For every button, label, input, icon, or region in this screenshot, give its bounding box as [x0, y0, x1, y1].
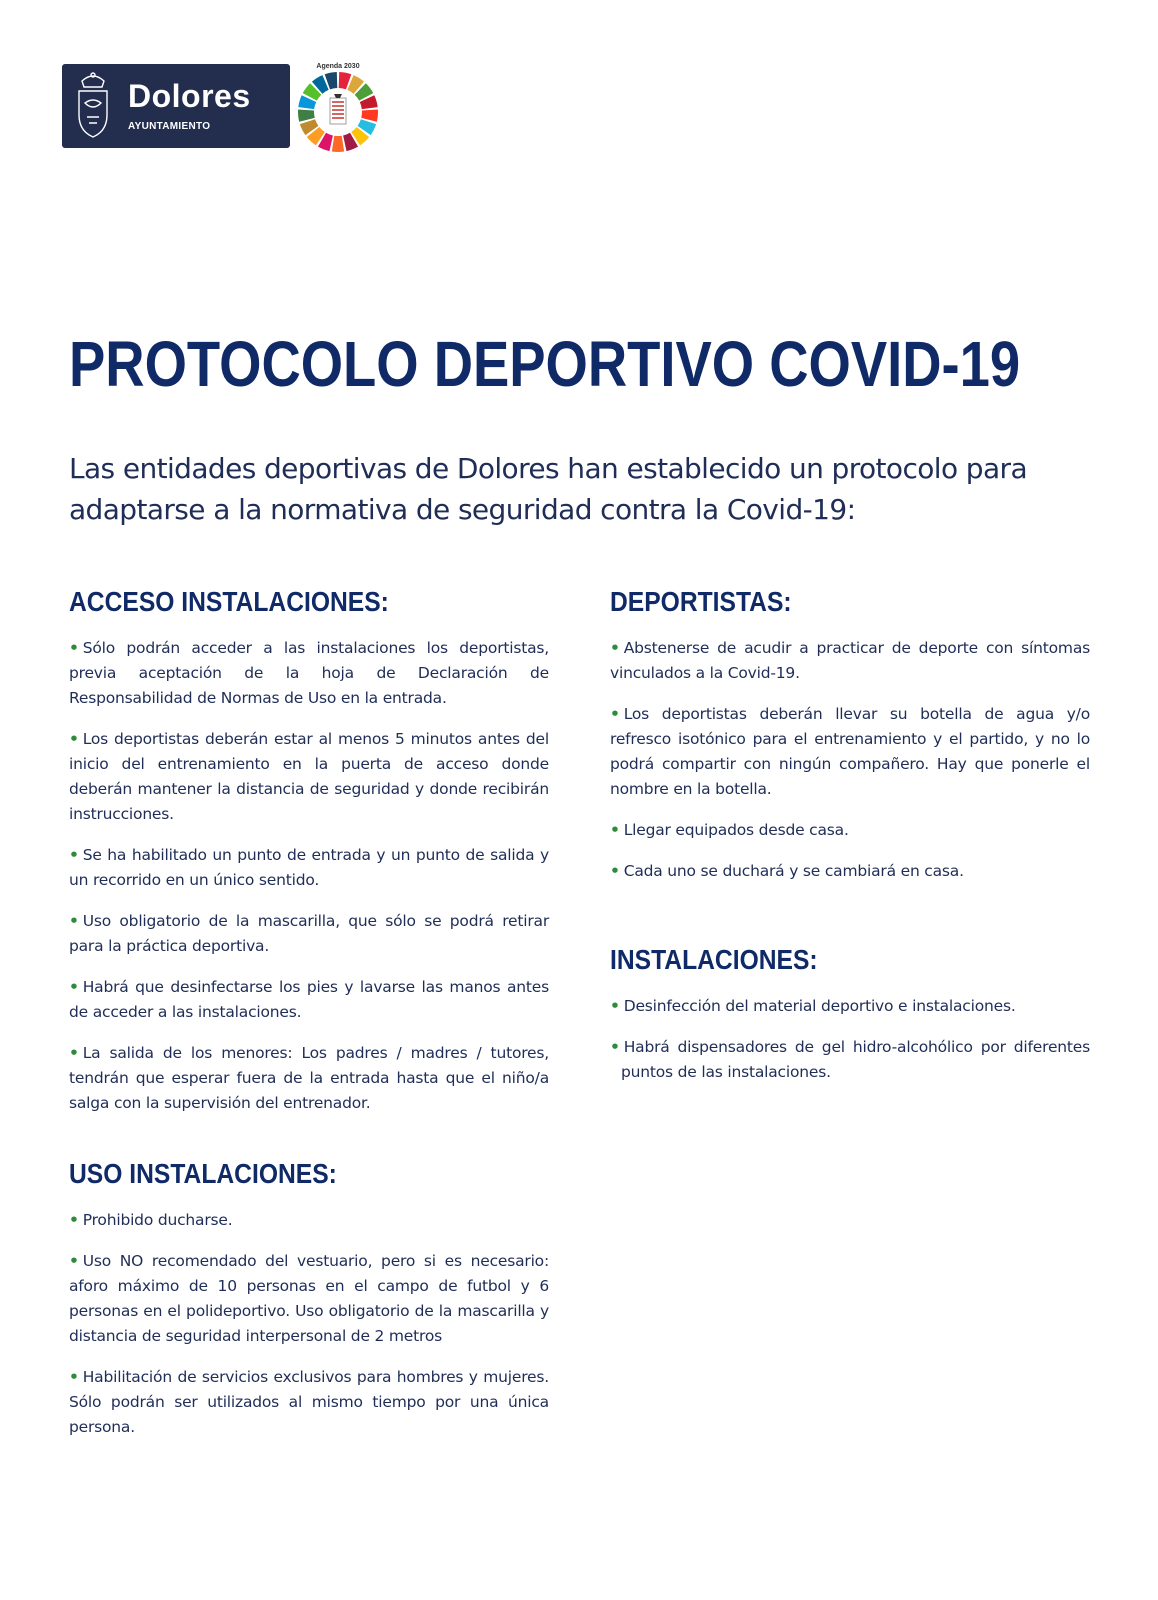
section-title-deportistas: DEPORTISTAS:	[610, 586, 792, 617]
list-item: • Habrá que desinfectarse los pies y lavarse las manos antes de acceder a las instalaciones.	[69, 978, 549, 1021]
section-title-acceso: ACCESO INSTALACIONES:	[69, 586, 389, 617]
section-title-instalaciones: INSTALACIONES:	[610, 944, 818, 975]
bullet-icon: •	[69, 1368, 79, 1386]
bullet-icon: •	[69, 639, 79, 657]
list-item: • Habilitación de servicios exclusivos para hombres y mujeres. Sólo podrán ser utilizados al mismo tiempo por una única persona.	[69, 1368, 549, 1436]
acceso-list	[69, 636, 549, 1116]
agenda-2030-logo	[295, 58, 381, 154]
sdg-ring-segment	[298, 110, 315, 122]
list-item: • Abstenerse de acudir a practicar de deporte con síntomas vinculados a la Covid-19.	[610, 639, 1090, 682]
list-item: • Habrá dispensadores de gel hidro-alcohólico por diferentes puntos de las instalaciones.	[610, 1038, 1090, 1081]
bullet-icon: •	[610, 639, 620, 657]
list-item: • Uso obligatorio de la mascarilla, que sólo se podrá retirar para la práctica deportiva.	[69, 912, 549, 955]
bullet-icon: •	[69, 912, 79, 930]
valencia-emblem-icon	[330, 94, 346, 124]
bullet-icon: •	[69, 978, 79, 996]
bullet-icon: •	[610, 862, 620, 880]
list-item: • La salida de los menores: Los padres / madres / tutores, tendrán que esperar fuera de la entrada hasta que el niño/a salga con la supervisión del entrenador.	[69, 1044, 549, 1112]
sdg-ring-segment	[332, 136, 344, 152]
list-item: • Los deportistas deberán llevar su botella de agua y/o refresco isotónico para el entrenamiento y el partido, y no lo podrá compartir con ningún compañero. Hay que ponerle el nombre en la botella.	[610, 705, 1090, 798]
deportistas-list	[610, 636, 1090, 884]
intro-paragraph: Las entidades deportivas de Dolores han establecido un protocolo para adaptarse a la normativa de seguridad contra la Covid-19:	[69, 452, 1028, 526]
list-item: • Uso NO recomendado del vestuario, pero si es necesario: aforo máximo de 10 personas en el campo de futbol y 6 personas en el polideportivo. Uso obligatorio de la mascarilla y distancia de seguridad interpersonal de 2 metros	[69, 1252, 549, 1345]
uso-list	[69, 1208, 549, 1440]
bullet-icon: •	[69, 1211, 79, 1229]
bullet-icon: •	[610, 1038, 620, 1056]
logo-name: Dolores	[128, 78, 251, 114]
ayuntamiento-logo	[62, 64, 290, 148]
right-column	[610, 584, 1090, 1101]
list-item: • Cada uno se duchará y se cambiará en casa.	[610, 862, 964, 880]
bullet-icon: •	[69, 730, 79, 748]
list-item: • Llegar equipados desde casa.	[610, 821, 849, 839]
sdg-ring-segment	[361, 110, 378, 122]
bullet-icon: •	[610, 705, 620, 723]
logo-subtitle: AYUNTAMIENTO	[128, 121, 211, 132]
bullet-icon: •	[69, 1044, 79, 1062]
coat-of-arms-icon	[70, 69, 116, 143]
list-item: • Prohibido ducharse.	[69, 1211, 233, 1229]
agenda-label: Agenda 2030	[316, 63, 360, 70]
page-title: PROTOCOLO DEPORTIVO COVID-19	[69, 328, 1021, 400]
left-column	[69, 584, 549, 1456]
section-title-uso: USO INSTALACIONES:	[69, 1158, 337, 1189]
list-item: • Desinfección del material deportivo e instalaciones.	[610, 997, 1016, 1015]
list-item: • Sólo podrán acceder a las instalaciones los deportistas, previa aceptación de la hoja de Declaración de Responsabilidad de Normas de Uso en la entrada.	[69, 639, 549, 707]
bullet-icon: •	[610, 821, 620, 839]
list-item: • Se ha habilitado un punto de entrada y un punto de salida y un recorrido en un único sentido.	[69, 846, 549, 889]
list-item: • Los deportistas deberán estar al menos 5 minutos antes del inicio del entrenamiento en la puerta de acceso donde deberán mantener la distancia de seguridad y donde recibirán instrucciones.	[69, 730, 549, 823]
bullet-icon: •	[69, 1252, 79, 1270]
instalaciones-list	[610, 994, 1090, 1085]
bullet-icon: •	[610, 997, 620, 1015]
bullet-icon: •	[69, 846, 79, 864]
